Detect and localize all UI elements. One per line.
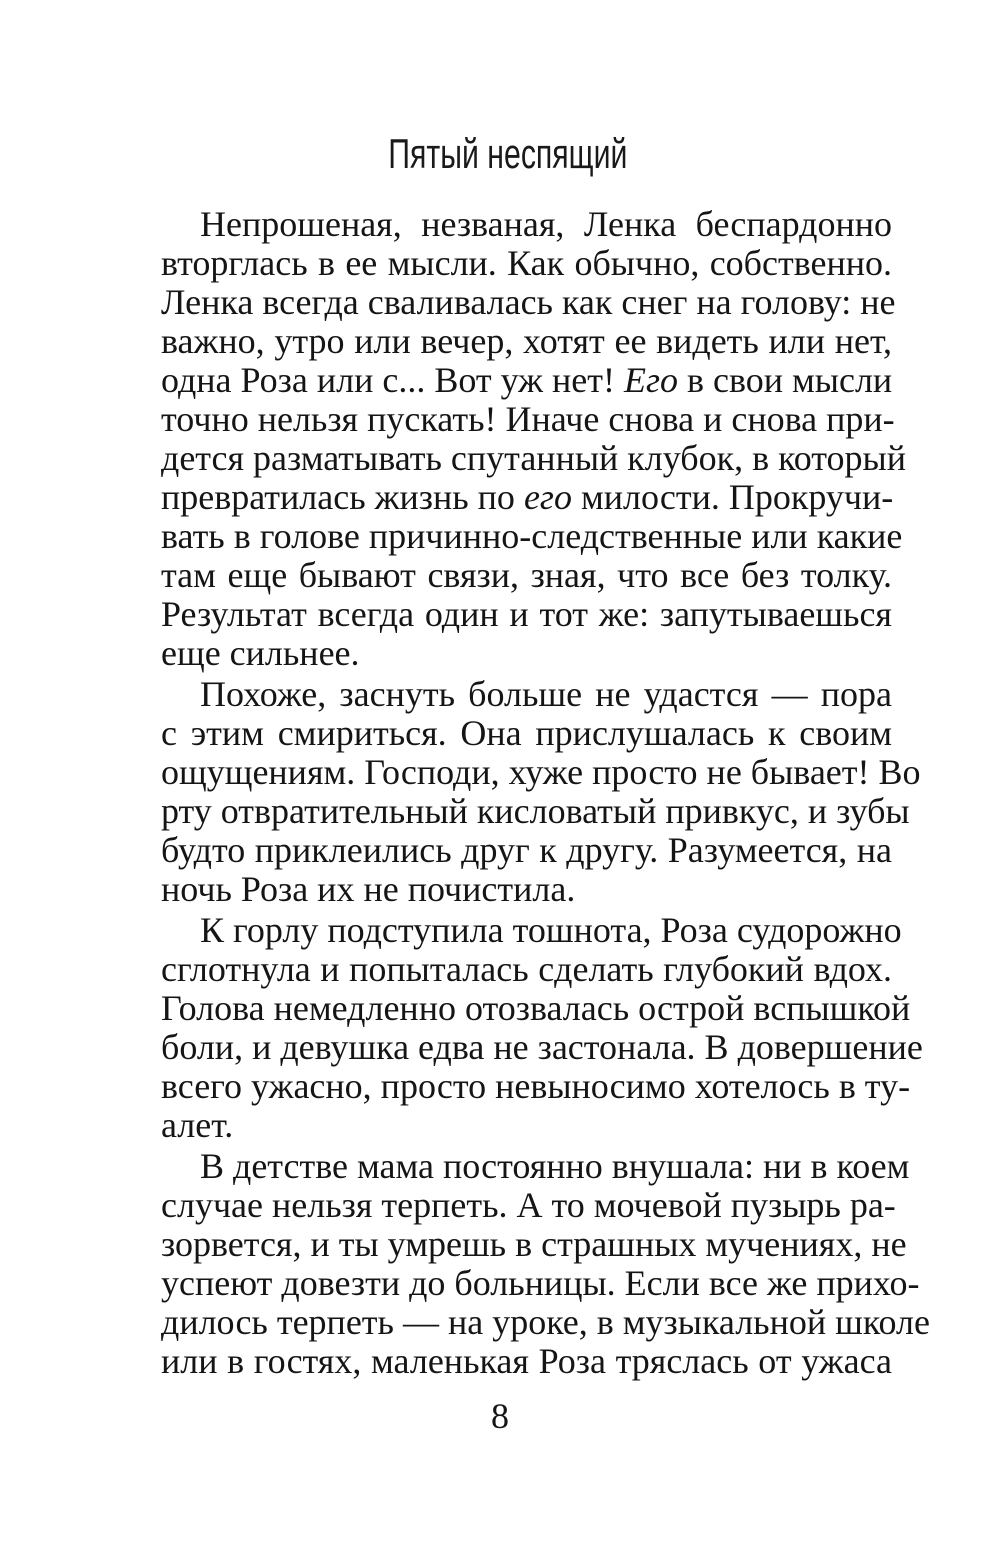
- text-line: алет.: [161, 1105, 234, 1145]
- text-line: еще сильнее.: [161, 633, 360, 673]
- text-line: точно нельзя пускать! Иначе снова и снова при-: [161, 399, 895, 439]
- text-line: боли, и девушка едва не застонала. В довершение: [161, 1027, 923, 1067]
- text-line: ночь Роза их не почистила.: [161, 869, 576, 909]
- emphasis: Его: [623, 360, 679, 400]
- text-line: там еще бывают связи, зная, что все без толку.: [161, 555, 892, 595]
- text-line: К горлу подступила тошнота, Роза судорожно: [200, 910, 902, 950]
- text-line: будто приклеились друг к другу. Разумеется, на: [161, 830, 892, 870]
- text-line: В детстве мама постоянно внушала: ни в коем: [200, 1146, 910, 1186]
- text-line: Результат всегда один и тот же: запутываешься: [161, 594, 892, 634]
- text-line: с этим смириться. Она прислушалась к своим: [161, 713, 892, 753]
- text-run: милости. Прокручи-: [580, 477, 894, 517]
- page-number: 8: [491, 1396, 509, 1436]
- text-line: Непрошеная, незваная, Ленка беспардонно: [200, 204, 892, 244]
- text-line: Голова немедленно отозвалась острой вспышкой: [161, 988, 911, 1028]
- chapter-title: Пятый неспящий: [388, 130, 628, 177]
- text-line: ощущениям. Господи, хуже просто не бывает! Во: [161, 752, 921, 792]
- text-line: рту отвратительный кисловатый привкус, и зубы: [161, 791, 910, 831]
- text-line: вать в голове причинно-следственные или какие: [161, 516, 903, 556]
- text-run: одна Роза или с... Вот уж нет!: [161, 360, 615, 400]
- text-line: всего ужасно, просто невыносимо хотелось в ту-: [161, 1066, 911, 1106]
- text-line: успеют довезти до больницы. Если все же прихо-: [161, 1263, 920, 1303]
- text-line: или в гостях, маленькая Роза тряслась от ужаса: [161, 1341, 892, 1381]
- text-line: Похоже, заснуть больше не удастся — пора: [200, 674, 892, 714]
- text-line: важно, утро или вечер, хотят ее видеть или нет,: [161, 321, 892, 361]
- emphasis: его: [523, 477, 572, 517]
- text-line: дется разматывать спутанный клубок, в который: [161, 438, 906, 478]
- text-line: [161, 477, 892, 517]
- text-line: зорвется, и ты умрешь в страшных мучениях, не: [161, 1224, 907, 1264]
- text-line: [161, 360, 892, 400]
- text-run: превратилась жизнь по: [161, 477, 515, 517]
- text-line: случае нельзя терпеть. А то мочевой пузырь ра-: [161, 1185, 896, 1225]
- text-line: Ленка всегда сваливалась как снег на голову: не: [161, 282, 896, 322]
- text-line: сглотнула и попыталась сделать глубокий вдох.: [161, 949, 892, 989]
- text-line: дилось терпеть — на уроке, в музыкальной школе: [161, 1302, 930, 1342]
- text-run: в свои мысли: [687, 360, 893, 400]
- text-line: вторглась в ее мысли. Как обычно, собственно.: [161, 243, 892, 283]
